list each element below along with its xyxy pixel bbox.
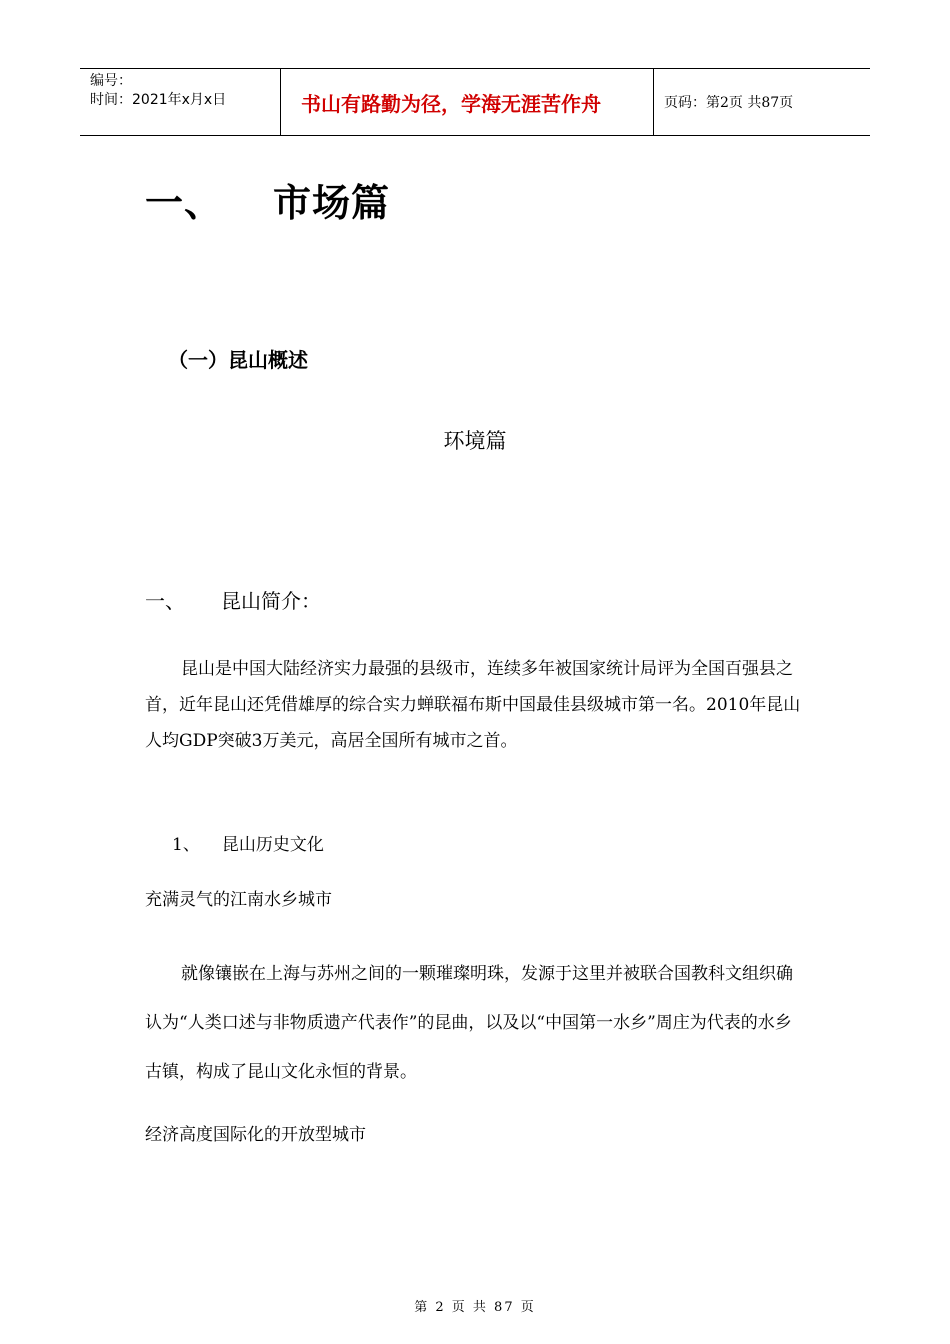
history-culture-title: 昆山历史文化 xyxy=(221,835,324,855)
chapter-heading xyxy=(145,172,390,227)
chapter-title: 市场篇 xyxy=(273,181,391,225)
culture-paragraph: 就像镶嵌在上海与苏州之间的一颗璀璨明珠，发源于这里并被联合国教科文组织确认为“人类口述与非物质遗产代表作”的昆曲，以及以“中国第一水乡”周庄为代表的水乡古镇，构成了昆山文化永恒的背景。 xyxy=(145,964,793,1082)
section-title: 环境篇 xyxy=(443,429,507,453)
number-label: 编号： xyxy=(90,73,132,89)
section-heading: （一）昆山概述 xyxy=(168,348,308,372)
header-motto: 书山有路勤为径，学海无涯苦作舟 xyxy=(281,69,654,135)
subsection-heading xyxy=(145,585,321,614)
chapter-number: 一、 xyxy=(145,181,224,225)
subsection-number: 一、 xyxy=(145,589,185,613)
page-footer: 第 2 页 共 87 页 xyxy=(414,1300,536,1315)
header-page-info: 页码：第2页 共87页 xyxy=(664,95,794,111)
open-city-heading: 经济高度国际化的开放型城市 xyxy=(145,1125,366,1145)
water-town-heading: 充满灵气的江南水乡城市 xyxy=(145,890,332,910)
intro-paragraph: 昆山是中国大陆经济实力最强的县级市，连续多年被国家统计局评为全国百强县之首，近年昆山还凭借雄厚的综合实力蝉联福布斯中国最佳县级城市第一名。2010年昆山人均GDP突破3万美元，高居全国所有城市之首。 xyxy=(145,659,801,751)
document-header xyxy=(80,68,870,136)
header-meta xyxy=(80,69,281,135)
subsection-title: 昆山简介： xyxy=(221,589,321,613)
time-label: 时间：2021年x月x日 xyxy=(90,92,227,108)
history-culture-heading xyxy=(172,830,324,855)
history-culture-number: 1、 xyxy=(172,835,200,855)
